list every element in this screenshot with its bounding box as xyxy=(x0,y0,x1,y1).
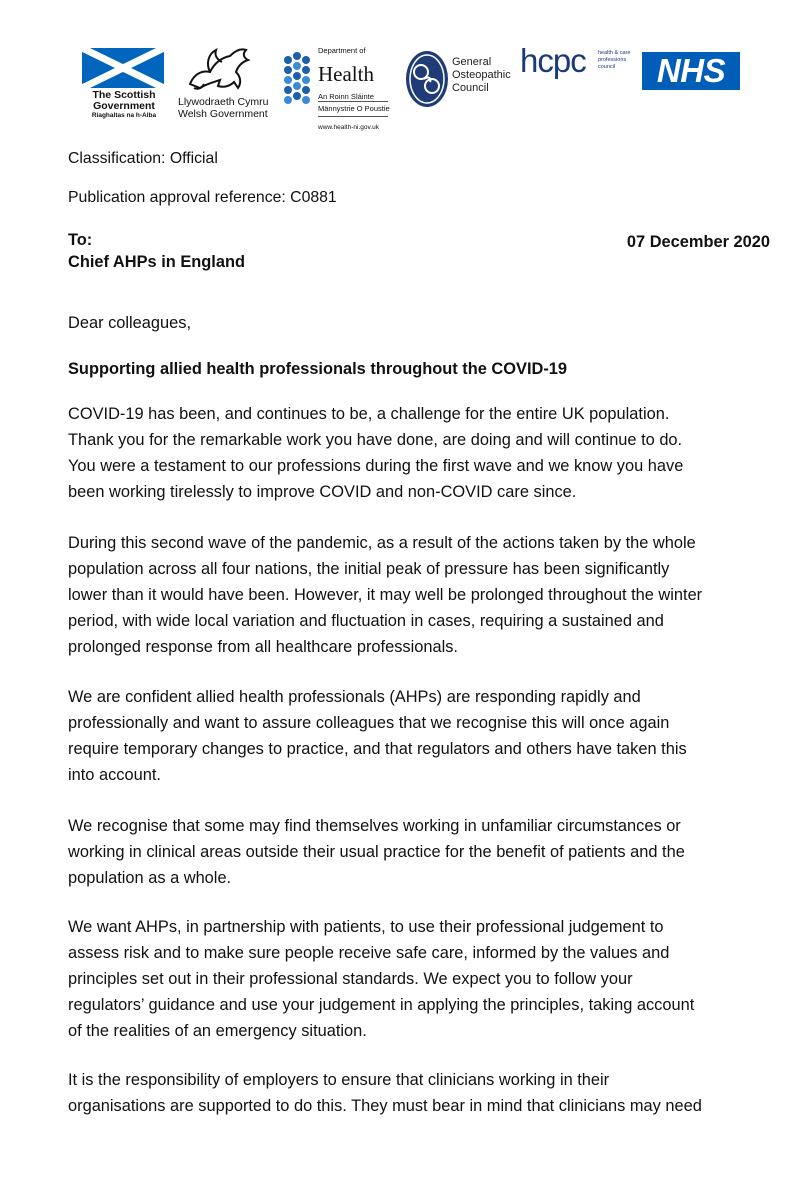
osteo-logo-line1: General xyxy=(452,56,492,68)
department-of-health-logo xyxy=(280,46,392,132)
paragraph-1 xyxy=(68,401,683,505)
text-line: require temporary changes to practice, and that regulators and others have taken this xyxy=(68,740,687,758)
saltire-flag-icon xyxy=(82,48,164,88)
scottish-logo-line3: Riaghaltas na h-Alba xyxy=(91,112,157,119)
text-line: of the realities of an emergency situation. xyxy=(68,1022,367,1040)
text-line: working in clinical areas outside their usual practice for the benefit of patients and the xyxy=(68,843,685,861)
hcpc-wordmark: hcpc xyxy=(520,42,586,79)
logo-banner xyxy=(0,0,798,140)
text-line: lower than it would have been. However, it may well be prolonged throughout the winter xyxy=(68,586,703,604)
text-line: Thank you for the remarkable work you have done, are doing and will continue to do. xyxy=(68,431,683,449)
letter-subject: Supporting allied health professionals throughout the COVID-19 xyxy=(68,360,568,378)
nhs-logo xyxy=(642,52,740,90)
doh-irish-label: An Roinn Sláinte xyxy=(318,92,374,101)
osteo-logo-line2: Osteopathic xyxy=(452,69,511,81)
text-line: population across all four nations, the initial peak of pressure has been significantly xyxy=(68,560,670,578)
scottish-government-logo xyxy=(76,48,172,118)
text-line: It is the responsibility of employers to ensure that clinicians working in their xyxy=(68,1071,610,1089)
doh-url: www.health-ni.gov.uk xyxy=(318,124,379,131)
text-line: organisations are supported to do this. They must bear in mind that clinicians may need xyxy=(68,1097,702,1115)
text-line: assess risk and to make sure people receive safe care, informed by the values and xyxy=(68,944,670,962)
letter-date: 07 December 2020 xyxy=(626,233,770,251)
approval-reference: Publication approval reference: C0881 xyxy=(68,189,337,206)
scottish-logo-line1: The Scottish xyxy=(92,89,156,101)
doh-dept-label: Department of xyxy=(318,46,366,55)
divider xyxy=(318,116,388,117)
hcpc-logo-line2: professions xyxy=(598,57,627,63)
general-osteopathic-council-logo xyxy=(404,48,516,114)
to-value: Chief AHPs in England xyxy=(68,253,245,271)
hcpc-logo-line1: health & care xyxy=(598,50,631,56)
text-line: We are confident allied health professionals (AHPs) are responding rapidly and xyxy=(68,688,641,706)
divider xyxy=(318,101,388,102)
text-line: regulators’ guidance and use your judgement in applying the principles, taking account xyxy=(68,996,695,1014)
paragraph-3 xyxy=(68,684,687,788)
text-line: principles set out in their professional standards. We expect you to follow your xyxy=(68,970,633,988)
doh-health-label: Health xyxy=(318,62,374,86)
classification-line: Classification: Official xyxy=(68,150,218,167)
welsh-logo-line1: Llywodraeth Cymru xyxy=(178,96,269,108)
gosc-seal-icon xyxy=(404,48,450,110)
hexagon-cluster-icon xyxy=(280,50,314,110)
salutation: Dear colleagues, xyxy=(68,314,192,332)
text-line: During this second wave of the pandemic, as a result of the actions taken by the whole xyxy=(68,534,696,552)
paragraph-6 xyxy=(68,1067,702,1119)
text-line: population as a whole. xyxy=(68,869,232,887)
paragraph-4 xyxy=(68,813,685,891)
to-label: To: xyxy=(68,231,93,249)
dragon-icon xyxy=(184,44,254,92)
text-line: We recognise that some may find themselves working in unfamiliar circumstances or xyxy=(68,817,681,835)
hcpc-logo xyxy=(520,42,638,88)
text-line: We want AHPs, in partnership with patients, to use their professional judgement to xyxy=(68,918,664,936)
scottish-logo-line2: Government xyxy=(93,100,155,112)
welsh-government-logo xyxy=(178,44,270,120)
doh-ulster-label: Männystrie O Poustie xyxy=(318,104,390,113)
text-line: prolonged response from all healthcare professionals. xyxy=(68,638,458,656)
text-line: You were a testament to our professions during the first wave and we know you have xyxy=(68,457,684,475)
text-line: period, with wide local variation and fluctuation in cases, requiring a sustained and xyxy=(68,612,664,630)
hcpc-logo-line3: council xyxy=(598,64,616,70)
paragraph-2 xyxy=(68,530,702,660)
paragraph-5 xyxy=(68,914,694,1044)
text-line: been working tirelessly to improve COVID and non-COVID care since. xyxy=(68,483,577,501)
nhs-wordmark: NHS xyxy=(656,52,726,89)
osteo-logo-line3: Council xyxy=(452,82,489,94)
recipient-block xyxy=(68,229,245,273)
text-line: into account. xyxy=(68,766,161,784)
text-line: professionally and want to assure colleagues that we recognise this will once again xyxy=(68,714,670,732)
welsh-logo-line2: Welsh Government xyxy=(178,108,268,120)
text-line: COVID-19 has been, and continues to be, a challenge for the entire UK population. xyxy=(68,405,670,423)
